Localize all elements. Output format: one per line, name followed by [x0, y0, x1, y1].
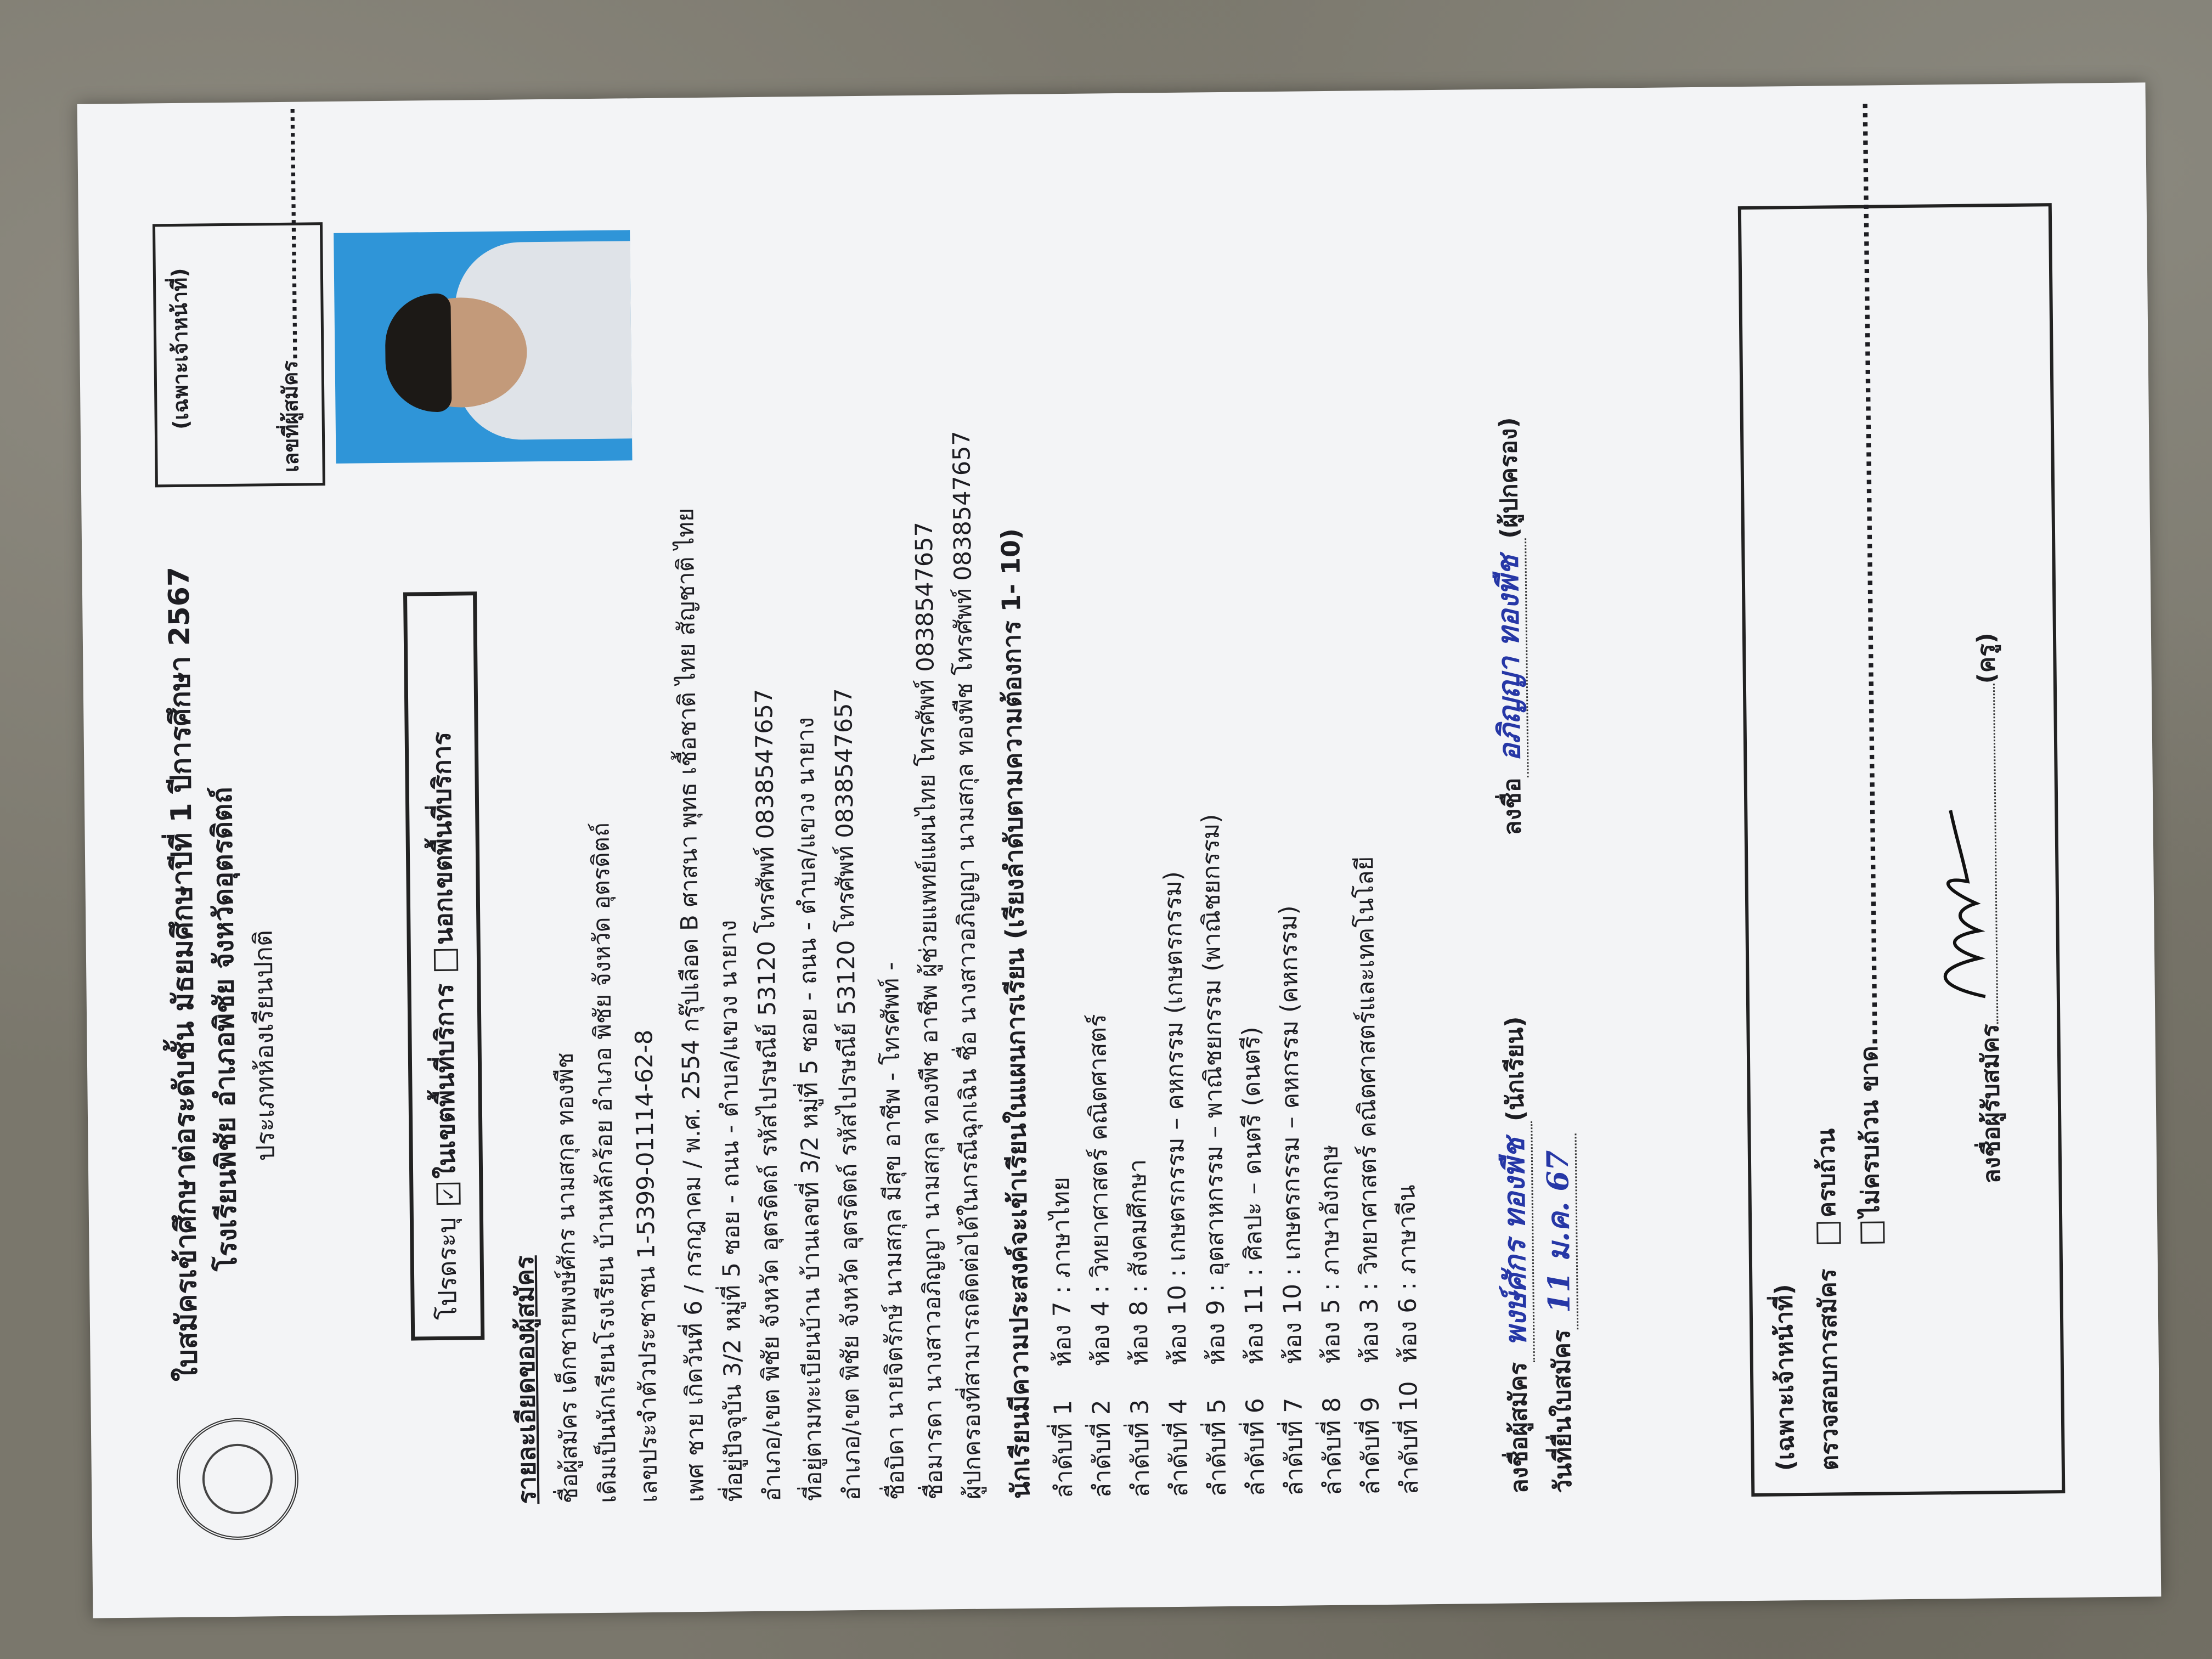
incomplete-row — [1844, 101, 1887, 1248]
document-sheet — [77, 82, 2162, 1618]
area-type-box — [403, 591, 484, 1340]
preference-item: ลำดับที่ 9ห้อง 3 : วิทยาศาสตร์ คณิตศาสตร์และเทคโนโลยี — [1351, 856, 1386, 1496]
incomplete-label: ไม่ครบถ้วน ขาด....................................................................................................... — [1845, 101, 1886, 1217]
preference-item: ลำดับที่ 7ห้อง 10 : เกษตรกรรม – คหกรรม (คหกรรม) — [1274, 905, 1309, 1496]
complete-checkbox[interactable] — [1816, 1222, 1841, 1244]
date-value[interactable]: 11 ม.ค. 67 — [1539, 1133, 1578, 1330]
student-suffix: (นักเรียน) — [1500, 1016, 1530, 1122]
specify-label: โปรดระบุ — [431, 1217, 462, 1321]
date-row — [1539, 1133, 1579, 1493]
verify-title: ตรวจสอบการสมัคร ครบถ้วน — [1812, 1128, 1844, 1471]
office-verification-box — [1738, 101, 2066, 1497]
applicant-number-field[interactable]: เลขที่ผู้สมัคร................................ — [275, 106, 303, 472]
guardian-suffix: (ผู้ปกครอง) — [1494, 417, 1524, 539]
guardian-signature-label: ลงชื่อ — [1498, 777, 1527, 836]
address-line-2: อำเภอ/เขต พิชัย จังหวัด อุตรดิตถ์ รหัสไปรษณีย์ 53120 โทรศัพท์ 0838547657 — [750, 689, 787, 1502]
mother-line: ชื่อมารดา นางสาวอภิญญา นามสกุล ทองพืช อาชีพ ผู้ช่วยแพทย์แผนไทย โทรศัพท์ 0838547657 — [910, 521, 949, 1500]
room-type: ประเภทห้องเรียนปกติ — [248, 929, 280, 1161]
preferences-title: นักเรียนมีความประสงค์จะเข้าเรียนในแผนการเรียน (เรียงลำดับตามความต้องการ 1- 10) — [995, 528, 1036, 1499]
form-title: ใบสมัครเข้าศึกษาต่อระดับชั้น มัธยมศึกษาปีที่ 1 ปีการศึกษา 2567 — [162, 566, 205, 1382]
receiver-suffix: (ครู) — [1972, 632, 2001, 684]
school-line: เดิมเป็นนักเรียนโรงเรียน บ้านหลักร้อย อำเภอ พิชัย จังหวัด อุตรดิตถ์ — [587, 822, 622, 1504]
name-line: ชื่อผู้สมัคร เด็กชายพงษ์ศักร นามสกุล ทองพืช — [551, 1052, 584, 1504]
father-line: ชื่อบิดา นายจิตรักษ์ นามสกุล มีสุข อาชีพ - โทรศัพท์ - — [877, 962, 910, 1500]
preference-item: ลำดับที่ 10ห้อง 6 : ภาษาจีน — [1392, 1184, 1424, 1495]
address-line-1: ที่อยู่ปัจจุบัน 3/2 หมู่ที่ 5 ซอย - ถนน - ตำบล/แขวง นายาง — [714, 919, 748, 1502]
applicant-photo — [334, 230, 632, 464]
guardian-signature-row — [1488, 417, 1529, 836]
office-bottom-label: (เฉพาะเจ้าหน้าที่) — [1770, 1284, 1800, 1471]
registered-address-line-2: อำเภอ/เขต พิชัย จังหวัด อุตรดิตถ์ รหัสไปรษณีย์ 53120 โทรศัพท์ 0838547657 — [830, 687, 866, 1501]
office-number-box — [153, 106, 325, 487]
birth-line: เพศ ชาย เกิดวันที่ 6 / กรกฎาคม / พ.ศ. 2554 กรุ๊ปเลือด B ศาสนา พุทธ เชื้อชาติ ไทย สัญชาติ ไทย — [672, 507, 710, 1503]
preference-item: ลำดับที่ 1ห้อง 7 : ภาษาไทย — [1047, 1176, 1079, 1499]
preference-item: ลำดับที่ 4ห้อง 10 : เกษตรกรรม – คหกรรม (เกษตรกรรม) — [1159, 871, 1194, 1498]
receiver-signature[interactable] — [1966, 684, 1998, 1024]
guardian-signature[interactable]: อภิญญา ทองพืช — [1489, 539, 1529, 778]
student-signature-row — [1494, 1016, 1536, 1494]
receiver-row — [1965, 633, 2007, 1184]
preference-item: ลำดับที่ 3ห้อง 8 : สังคมศึกษา — [1123, 1159, 1155, 1498]
receiver-signature-scribble — [1922, 678, 1996, 1019]
in-area-label: ในเขตพื้นที่บริการ — [429, 983, 461, 1179]
id-line: เลขประจำตัวประชาชน 1-5399-01114-62-8 — [630, 1029, 663, 1503]
office-only-label: (เฉพาะเจ้าหน้าที่) — [167, 268, 193, 430]
registered-address-line-1: ที่อยู่ตามทะเบียนบ้าน บ้านเลขที่ 3/2 หมู่ที่ 5 ซอย - ถนน - ตำบล/แขวง นายาง — [792, 716, 828, 1502]
incomplete-checkbox[interactable] — [1860, 1221, 1884, 1243]
date-label: วันที่ยื่นใบสมัคร — [1548, 1329, 1578, 1493]
rotated-page — [102, 101, 2136, 1579]
school-name: โรงเรียนพิชัย อำเภอพิชัย จังหวัดอุตรดิตถ์ — [206, 787, 243, 1272]
in-area-checkbox[interactable]: ✓ — [436, 1183, 460, 1205]
school-seal-logo — [176, 1418, 299, 1541]
out-area-label: นอกเขตพื้นที่บริการ — [426, 731, 459, 945]
complete-label: ครบถ้วน — [1812, 1128, 1842, 1218]
area-type-selector — [426, 732, 464, 1321]
preference-item: ลำดับที่ 5ห้อง 9 : อุตสาหกรรม – พาณิชยกรรม (พาณิชยกรรม) — [1197, 814, 1232, 1497]
preference-item: ลำดับที่ 6ห้อง 11 : ศิลปะ – ดนตรี (ดนตรี) — [1237, 1026, 1271, 1497]
preferences-list — [1042, 811, 1433, 1498]
student-signature-label: ลงชื่อผู้สมัคร — [1504, 1362, 1534, 1494]
out-area-checkbox[interactable] — [433, 949, 458, 971]
preference-item: ลำดับที่ 2ห้อง 4 : วิทยาศาสตร์ คณิตศาสตร์ — [1084, 1014, 1117, 1498]
preference-item: ลำดับที่ 8ห้อง 5 : ภาษาอังกฤษ — [1315, 1144, 1347, 1496]
receiver-label: ลงชื่อผู้รับสมัคร — [1976, 1024, 2006, 1184]
applicant-section-title: รายละเอียดของผู้สมัคร — [509, 1255, 542, 1504]
guardian-line: ผู้ปกครองที่สามารถติดต่อได้ในกรณีฉุกเฉิน ชื่อ นางสาวอภิญญา นามสกุล ทองพืช โทรศัพท์ 0838547657 — [947, 430, 987, 1500]
student-signature[interactable]: พงษ์ศักร ทองพืช — [1496, 1121, 1535, 1363]
